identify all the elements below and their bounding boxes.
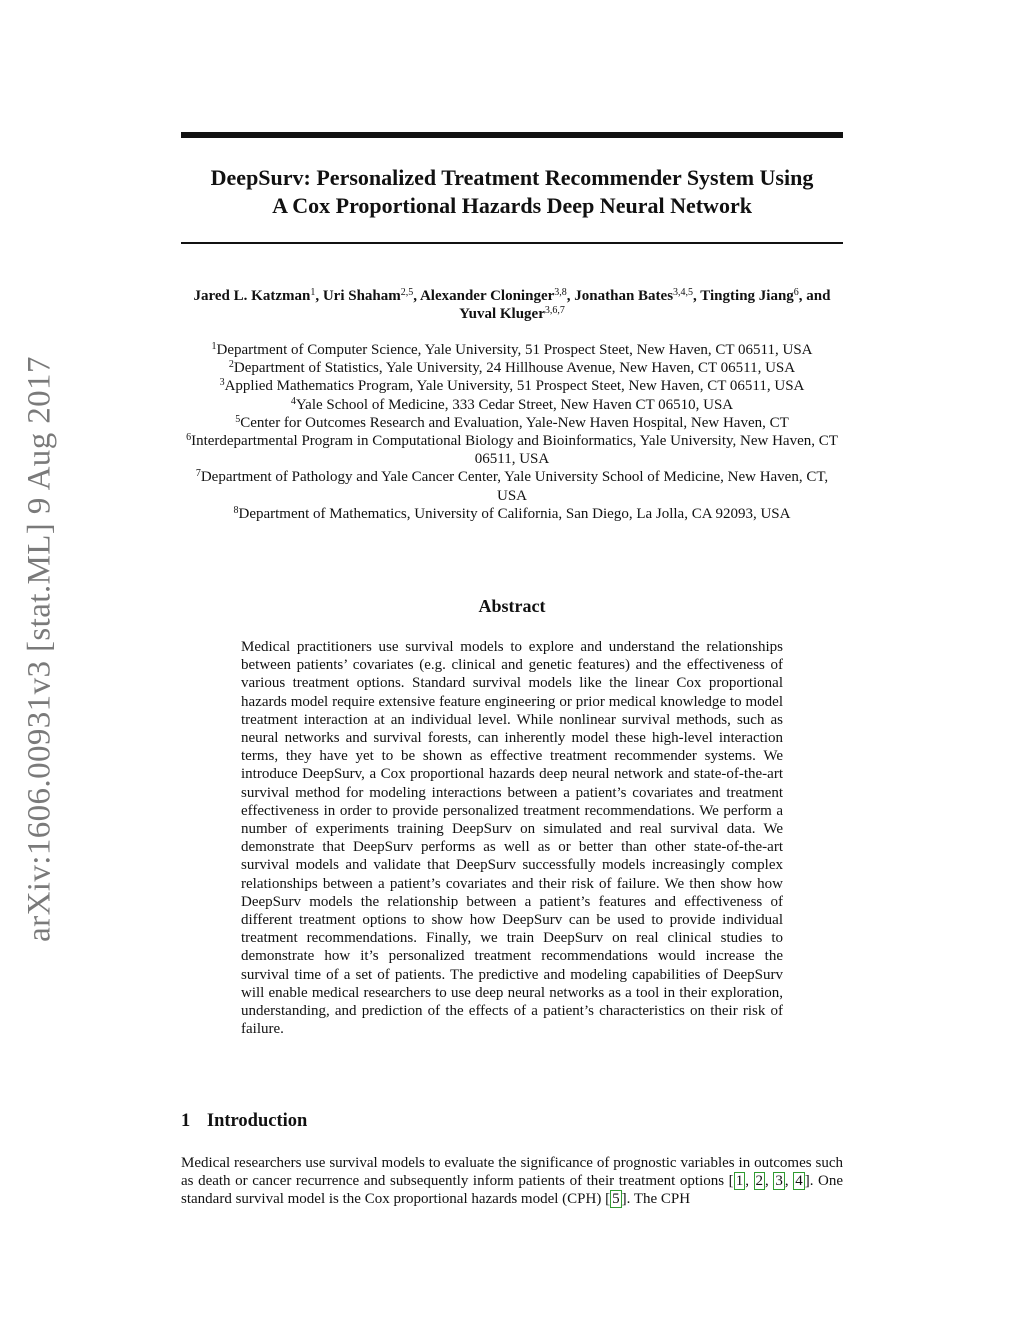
- title-line-1: DeepSurv: Personalized Treatment Recommender System Using: [210, 165, 814, 190]
- author-separator: ,: [315, 288, 323, 304]
- affiliation-marker: 3: [219, 377, 225, 389]
- author-separator: ,: [413, 288, 420, 304]
- author-affiliation-marker: 6: [793, 287, 799, 298]
- intro-text: Medical researchers use survival models to evaluate the significance of prognostic variables in outcomes such as death or cancer recurrence and subsequently inform patients of their treatment options [: [181, 1155, 843, 1190]
- affiliation-marker: 1: [211, 341, 217, 352]
- affiliation-item: [181, 414, 843, 432]
- title-line-2: A Cox Proportional Hazards Deep Neural Network: [272, 193, 752, 218]
- author-name: Uri Shaham: [322, 288, 401, 304]
- abstract-heading: Abstract: [478, 596, 546, 616]
- author-name: Yuval Kluger: [459, 306, 545, 322]
- paper-title: [170, 164, 854, 220]
- affiliation-text: Department of Mathematics, University of California, San Diego, La Jolla, CA 92093, USA: [238, 505, 791, 522]
- affiliation-text: Center for Outcomes Research and Evaluation, Yale-New Haven Hospital, New Haven, CT: [240, 414, 789, 431]
- author-name: Alexander Cloninger: [419, 288, 555, 304]
- affiliation-marker: 4: [290, 395, 296, 407]
- affiliation-list: [181, 341, 843, 523]
- author-affiliation-marker: 3,6,7: [544, 305, 565, 316]
- author-affiliation-marker: 3,8: [554, 287, 567, 298]
- author-separator: ,: [693, 288, 701, 304]
- author-separator: ,: [566, 288, 575, 304]
- author-name: Tingting Jiang: [700, 288, 794, 304]
- affiliation-marker: 8: [233, 504, 239, 516]
- citation-link[interactable]: 3: [775, 1173, 783, 1190]
- title-rule-bottom: [181, 242, 843, 244]
- affiliation-item: [181, 359, 843, 377]
- section-heading: [181, 1111, 307, 1132]
- author-list: [181, 287, 843, 323]
- citation-link[interactable]: 5: [612, 1191, 620, 1208]
- affiliation-marker: 6: [186, 432, 192, 444]
- intro-text: ]. The CPH: [621, 1191, 691, 1208]
- affiliation-item: [181, 468, 843, 504]
- affiliation-item: [181, 396, 843, 414]
- citation-link[interactable]: 2: [755, 1173, 764, 1190]
- affiliation-marker: 2: [228, 359, 234, 371]
- affiliation-item: [181, 432, 843, 468]
- citation-separator: ,: [784, 1173, 794, 1190]
- affiliation-text: Interdepartmental Program in Computational Biology and Bioinformatics, Yale University, New Haven, CT 06511, USA: [191, 433, 838, 468]
- arxiv-stamp[interactable]: arXiv:1606.00931v3 [stat.ML] 9 Aug 2017: [21, 356, 58, 942]
- citation-link[interactable]: 4: [795, 1173, 803, 1190]
- affiliation-marker: 5: [235, 413, 241, 425]
- affiliation-marker: 7: [195, 468, 201, 480]
- author-name: Jared L. Katzman: [193, 288, 311, 304]
- affiliation-item: [181, 505, 843, 523]
- citation-separator: ,: [765, 1173, 774, 1190]
- affiliation-text: Department of Computer Science, Yale University, 51 Prospect Steet, New Haven, CT 06511, USA: [216, 342, 813, 358]
- section-number: 1: [181, 1111, 191, 1131]
- abstract-body: Medical practitioners use survival models to explore and understand the relationships between patients’ covariates (e.g. clinical and genetic features) and the effectiveness of various treatment options. Standard survival models like the linear Cox proportional hazards model require extensive feature engineering or prior medical knowledge to model treatment interaction at an individual level. While nonlinear survival methods, such as neural networks and survival forests, can inherently model these high-level interaction terms, they have yet to be shown as effective treatment recommender systems. We introduce DeepSurv, a Cox proportional hazards deep neural network and state-of-the-art survival method for modeling interactions between a patient’s covariates and treatment effectiveness in order to provide personalized treatment recommendations. We perform a number of experiments training DeepSurv on simulated and real survival data. We demonstrate that DeepSurv performs as well as or better than other state-of-the-art survival models and validate that DeepSurv successfully models increasingly complex relationships between a patient’s covariates and their risk of failure. We then show how DeepSurv models the relationship between a patient’s features and effectiveness of different treatment options to show how DeepSurv can be used to provide individual treatment recommendations. Finally, we train DeepSurv on real clinical studies to demonstrate how it’s personalized treatment recommendations would increase the survival time of a set of patients. The predictive and modeling capabilities of DeepSurv will enable medical researchers to use deep neural networks as a tool in their exploration, understanding, and prediction of the effects of a patient’s characteristics on their risk of failure.: [241, 639, 783, 1038]
- affiliation-item: [181, 377, 843, 395]
- author-affiliation-marker: 1: [310, 287, 316, 298]
- introduction-paragraph: [181, 1154, 843, 1209]
- citation-separator: ,: [745, 1173, 754, 1190]
- affiliation-text: Department of Pathology and Yale Cancer Center, Yale University School of Medicine, New Haven, CT, USA: [200, 469, 829, 504]
- intro-text: ]. One standard survival model is the Cox proportional hazards model (CPH) [: [181, 1173, 844, 1208]
- author-name: Jonathan Bates: [574, 288, 674, 304]
- author-separator: , and: [798, 288, 831, 304]
- affiliation-text: Yale School of Medicine, 333 Cedar Street, New Haven CT 06510, USA: [295, 396, 734, 413]
- title-rule-top: [181, 132, 843, 138]
- section-title-text: Introduction: [206, 1111, 308, 1131]
- author-affiliation-marker: 3,4,5: [673, 287, 694, 298]
- affiliation-item: [181, 341, 843, 359]
- citation-link[interactable]: 1: [735, 1173, 744, 1190]
- affiliation-text: Applied Mathematics Program, Yale University, 51 Prospect Steet, New Haven, CT 06511, USA: [224, 378, 805, 395]
- author-affiliation-marker: 2,5: [400, 287, 414, 298]
- affiliation-text: Department of Statistics, Yale University, 24 Hillhouse Avenue, New Haven, CT 06511, USA: [233, 360, 796, 377]
